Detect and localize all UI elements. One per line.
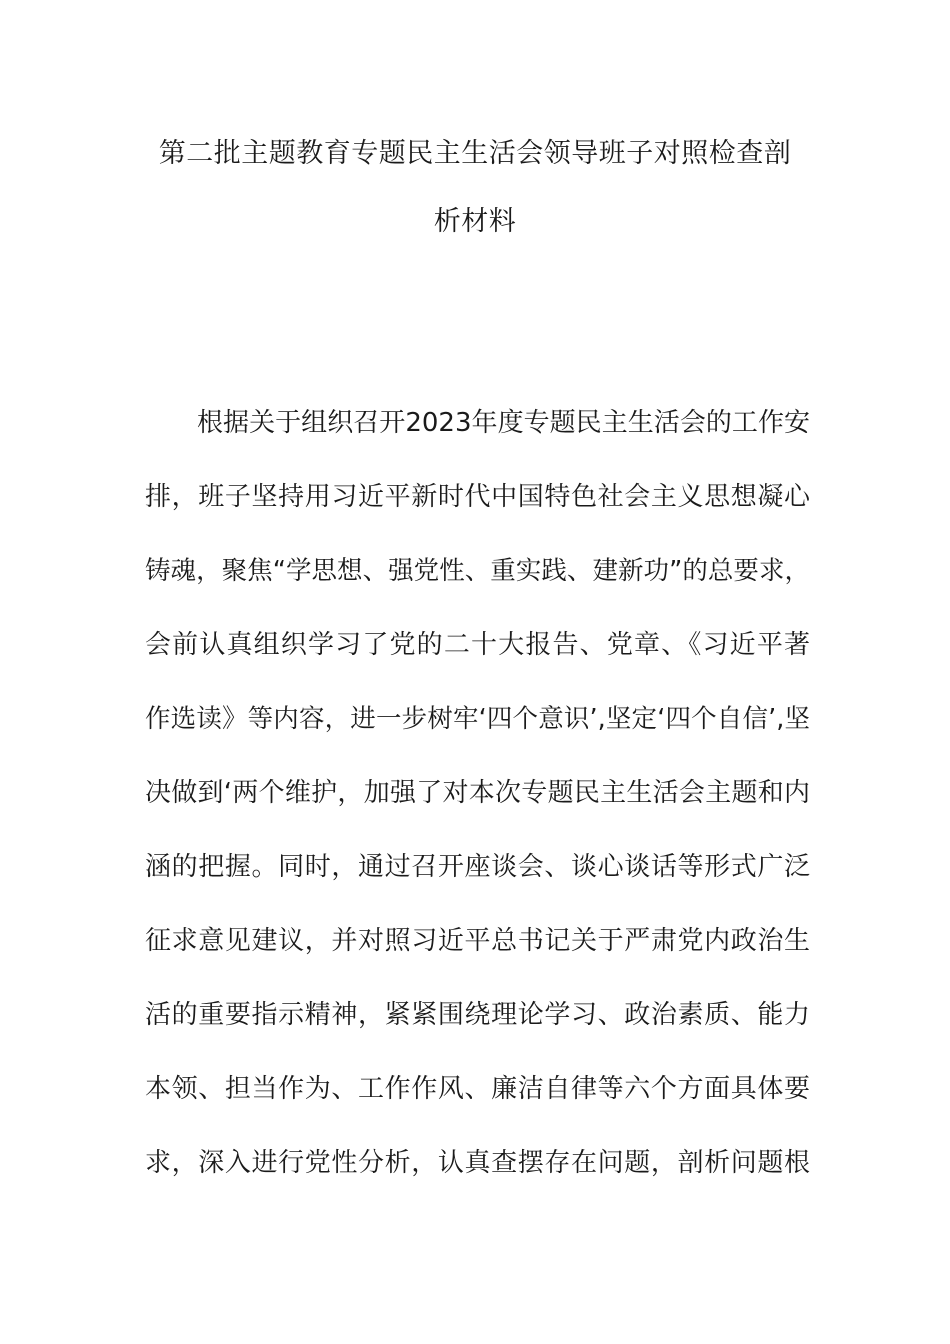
paragraph-line-2: 排，班子坚持用习近平新时代中国特色社会主义思想凝心 [145, 482, 810, 512]
paragraph-line-11: 求，深入进行党性分析，认真查摆存在问题，剖析问题根 [145, 1148, 810, 1178]
paragraph-line-3: 铸魂，聚焦“学思想、强党性、重实践、建新功”的总要求， [145, 556, 810, 586]
paragraph-line-7: 涵的把握。同时，通过召开座谈会、谈心谈话等形式广泛 [145, 852, 810, 882]
paragraph-line-10: 本领、担当作为、工作作风、廉洁自律等六个方面具体要 [145, 1074, 810, 1104]
paragraph-line-5: 作选读》等内容，进一步树牢‘四个意识’,坚定‘四个自信’,坚 [145, 704, 810, 734]
paragraph-line-9: 活的重要指示精神，紧紧围绕理论学习、政治素质、能力 [145, 1000, 810, 1030]
paragraph-line-6: 决做到‘两个维护，加强了对本次专题民主生活会主题和内 [145, 778, 810, 808]
paragraph-line-8: 征求意见建议，并对照习近平总书记关于严肃党内政治生 [145, 926, 810, 956]
document-title-line-2: 析材料 [433, 206, 517, 237]
paragraph-line-4: 会前认真组织学习了党的二十大报告、党章、《习近平著 [145, 630, 810, 660]
document-title-line-1: 第二批主题教育专题民主生活会领导班子对照检查剖 [158, 138, 792, 169]
paragraph-line-1: 根据关于组织召开2023年度专题民主生活会的工作安 [197, 408, 810, 438]
